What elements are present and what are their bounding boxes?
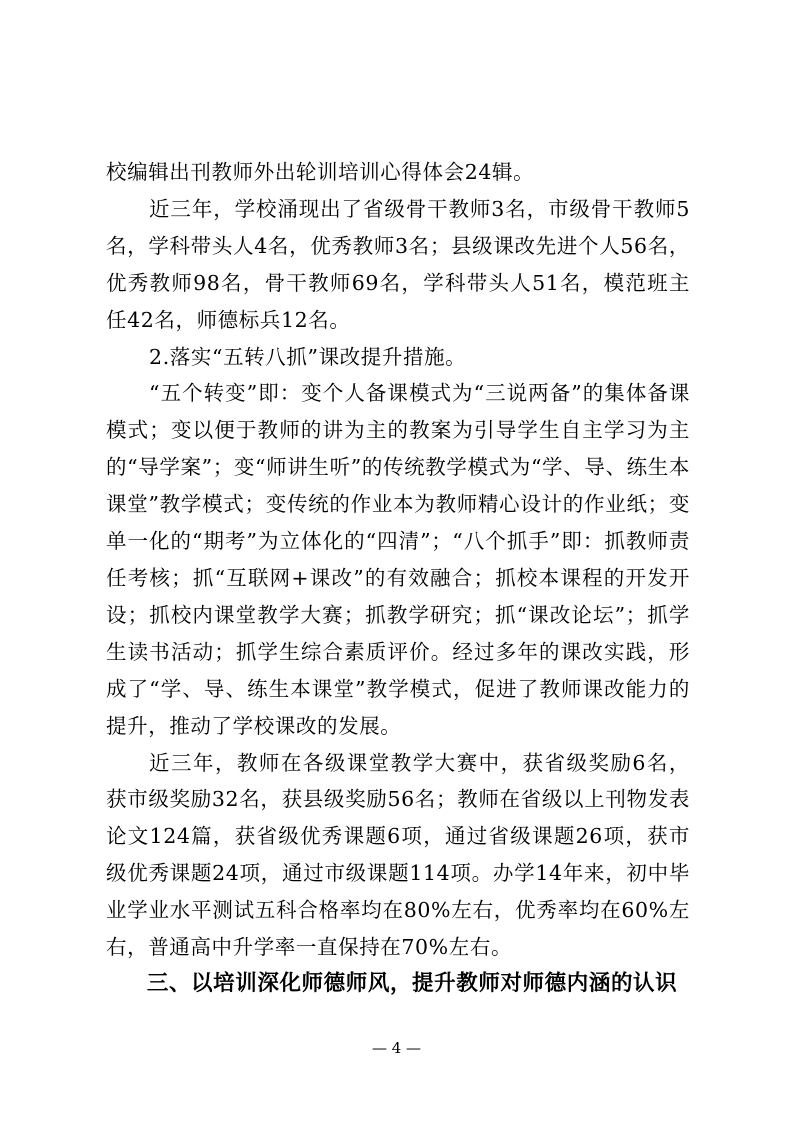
paragraph-achievements: 近三年，教师在各级课堂教学大赛中，获省级奖励6名，获市级奖励32名，获县级奖励56名；教师在省级以上刊物发表论文124篇，获省级优秀课题6项，通过省级课题26项，获市级优秀课题24项，通过市级课题114项。办学14年来，初中毕业学业水平测试五科合格率均在80%左右，优秀率均在60%左右，普通高中升学率一直保持在70%左右。 bbox=[106, 750, 690, 960]
paragraph-backbone-teachers: 近三年，学校涌现出了省级骨干教师3名，市级骨干教师5名，学科带头人4名，优秀教师3名；县级课改先进个人56名，优秀教师98名，骨干教师69名，学科带头人51名，模范班主任42名，师德标兵12名。 bbox=[106, 196, 690, 332]
page-number: — 4 — bbox=[371, 1039, 422, 1057]
paragraph-continuation: 校编辑出刊教师外出轮训培训心得体会24辑。 bbox=[106, 160, 535, 184]
section-heading: 三、以培训深化师德师风，提升教师对师德内涵的认识 bbox=[146, 970, 678, 996]
subheading-reform-measures: 2.落实“五转八抓”课改提升措施。 bbox=[149, 344, 467, 369]
body-text bbox=[106, 154, 690, 1003]
paragraph-five-eight-measures: “五个转变”即：变个人备课模式为“三说两备”的集体备课模式；变以便于教师的讲为主的教案为引导学生自主学习为主的“导学案”；变“师讲生听”的传统教学模式为“学、导、练生本课堂”教学模式；变传统的作业本为教师精心设计的作业纸；变单一化的“期考”为立体化的“四清”；“八个抓手”即：抓教师责任考核；抓“互联网+课改”的有效融合；抓校本课程的开发开设；抓校内课堂教学大赛；抓教学研究；抓“课改论坛”；抓学生读书活动；抓学生综合素质评价。经过多年的课改实践，形成了“学、导、练生本课堂”教学模式，促进了教师课改能力的提升，推动了学校课改的发展。 bbox=[106, 381, 690, 738]
